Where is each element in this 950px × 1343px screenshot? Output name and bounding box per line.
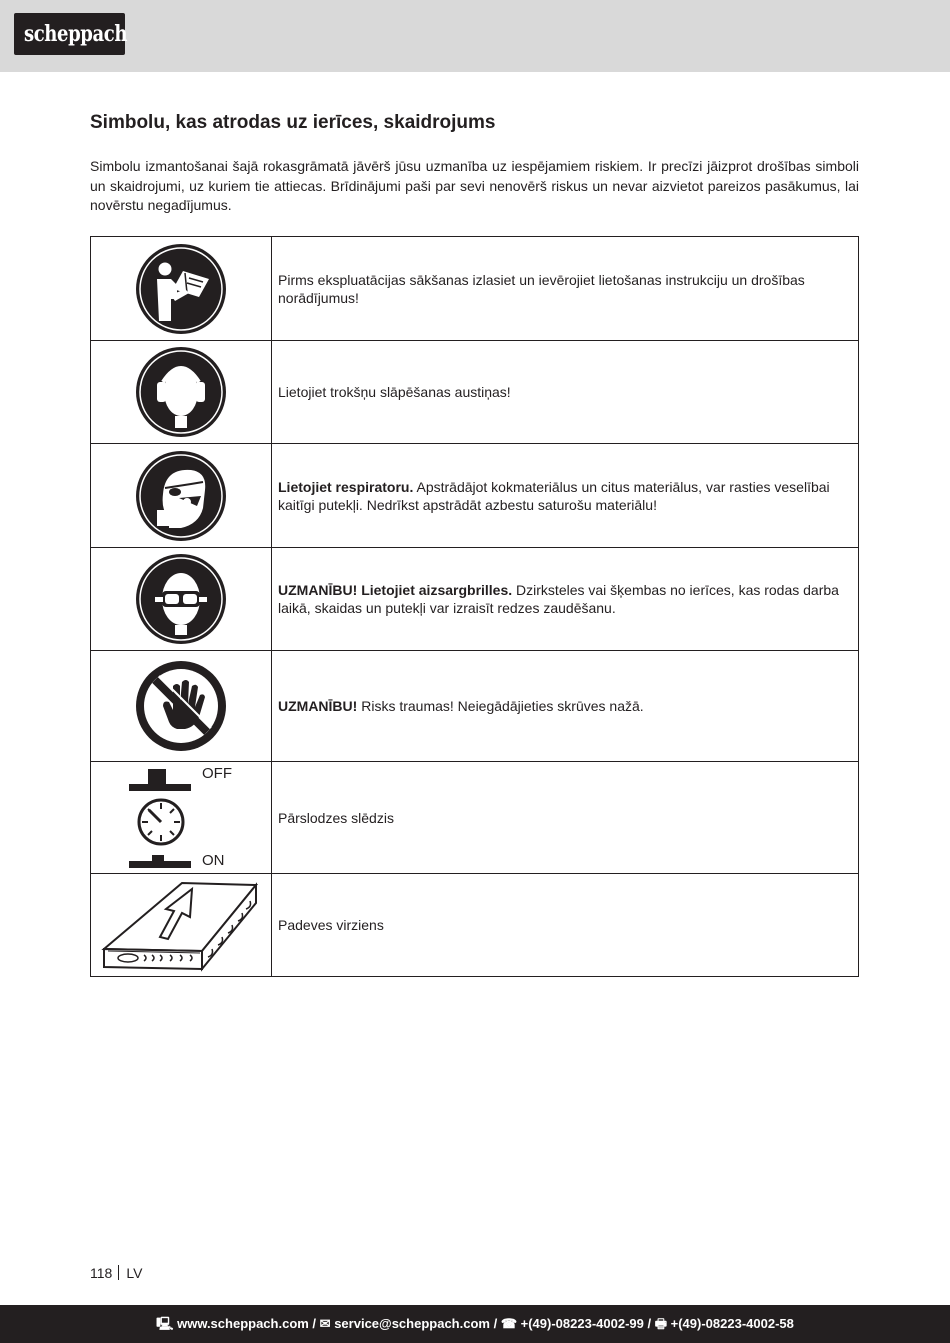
symbol-description xyxy=(272,762,859,874)
phone-number: +(49)-08223-4002-99 / xyxy=(520,1316,652,1331)
page-number: 118 xyxy=(90,1265,113,1281)
icon-cell xyxy=(91,237,272,341)
feed-direction-icon xyxy=(96,877,266,973)
symbol-text: Lietojiet trokšņu slāpēšanas austiņas! xyxy=(278,384,511,400)
overload-switch-icon xyxy=(91,763,271,873)
logo-text: scheppach xyxy=(23,21,128,47)
ear-protection-icon xyxy=(135,346,227,438)
language-code: LV xyxy=(126,1265,143,1281)
table-row xyxy=(91,444,859,548)
symbol-text: Apstrādājot kokmateriālus un citus materiālus, var rasties veselībai kaitīgi putekļi. Nedrīkst apstrādāt azbestu saturošu materiālu! xyxy=(278,478,830,513)
icon-cell xyxy=(91,874,272,977)
table-row xyxy=(91,341,859,444)
fax-icon: 🖶︎ xyxy=(654,1316,667,1331)
symbol-text: Padeves virziens xyxy=(278,917,384,933)
email-icon: ✉︎ xyxy=(319,1316,331,1331)
website-link[interactable]: www.scheppach.com / xyxy=(177,1316,317,1331)
switch-on-label: ON xyxy=(202,852,225,869)
respirator-icon xyxy=(135,450,227,542)
email-link[interactable]: service@scheppach.com / xyxy=(334,1316,498,1331)
header-bar xyxy=(0,0,950,72)
read-manual-icon xyxy=(135,243,227,335)
section-title: Simbolu, kas atrodas uz ierīces, skaidrojums xyxy=(90,112,496,133)
table-row xyxy=(91,874,859,977)
symbol-text: Pirms ekspluatācijas sākšanas izlasiet un ievērojiet lietošanas instrukciju un drošības norādījumus! xyxy=(278,271,805,306)
computer-icon: 🖳︎ xyxy=(156,1316,174,1331)
safety-goggles-icon xyxy=(135,553,227,645)
symbol-bold-text: UZMANĪBU! xyxy=(278,698,358,714)
symbol-description xyxy=(272,651,859,762)
table-row xyxy=(91,548,859,651)
footer-bar xyxy=(0,1305,950,1343)
symbol-description xyxy=(272,341,859,444)
symbols-table xyxy=(90,236,859,977)
icon-cell xyxy=(91,548,272,651)
icon-cell xyxy=(91,762,272,874)
symbol-description xyxy=(272,548,859,651)
switch-off-label: OFF xyxy=(202,765,232,782)
phone-icon: ☎︎ xyxy=(500,1316,518,1331)
divider xyxy=(118,1265,119,1280)
page-number-block xyxy=(90,1265,142,1281)
symbol-description xyxy=(272,237,859,341)
icon-cell xyxy=(91,651,272,762)
table-row xyxy=(91,651,859,762)
symbol-description xyxy=(272,874,859,977)
icon-cell xyxy=(91,341,272,444)
table-row xyxy=(91,237,859,341)
symbol-bold-text: Lietojiet respiratoru. xyxy=(278,478,414,495)
symbol-text: Pārslodzes slēdzis xyxy=(278,809,394,826)
table-row xyxy=(91,762,859,874)
symbol-text: Risks traumas! Neiegādājieties skrūves nažā. xyxy=(357,698,644,714)
symbol-bold-text: UZMANĪBU! Lietojiet aizsargbrilles. xyxy=(278,582,513,598)
symbol-description xyxy=(272,444,859,548)
scheppach-logo xyxy=(14,13,128,55)
fax-number: +(49)-08223-4002-58 xyxy=(670,1316,794,1331)
symbol-text: Dzirksteles vai šķembas no ierīces, kas rodas darba laikā, skaidas un putekļi var izraisīt redzes zaudēšanu. xyxy=(278,582,839,616)
icon-cell xyxy=(91,444,272,548)
intro-paragraph: Simbolu izmantošanai šajā rokasgrāmatā jāvērš jūsu uzmanība uz iespējamiem riskiem. Ir precīzi jāizprot drošības simboli un skaidrojumi, uz kuriem tie attiecas. Brīdinājumi paši par sevi nenovērš riskus un nevar aizvietot pareizos pasākumus, lai novērstu negadījumus. xyxy=(90,158,859,213)
no-hands-icon xyxy=(135,660,227,752)
